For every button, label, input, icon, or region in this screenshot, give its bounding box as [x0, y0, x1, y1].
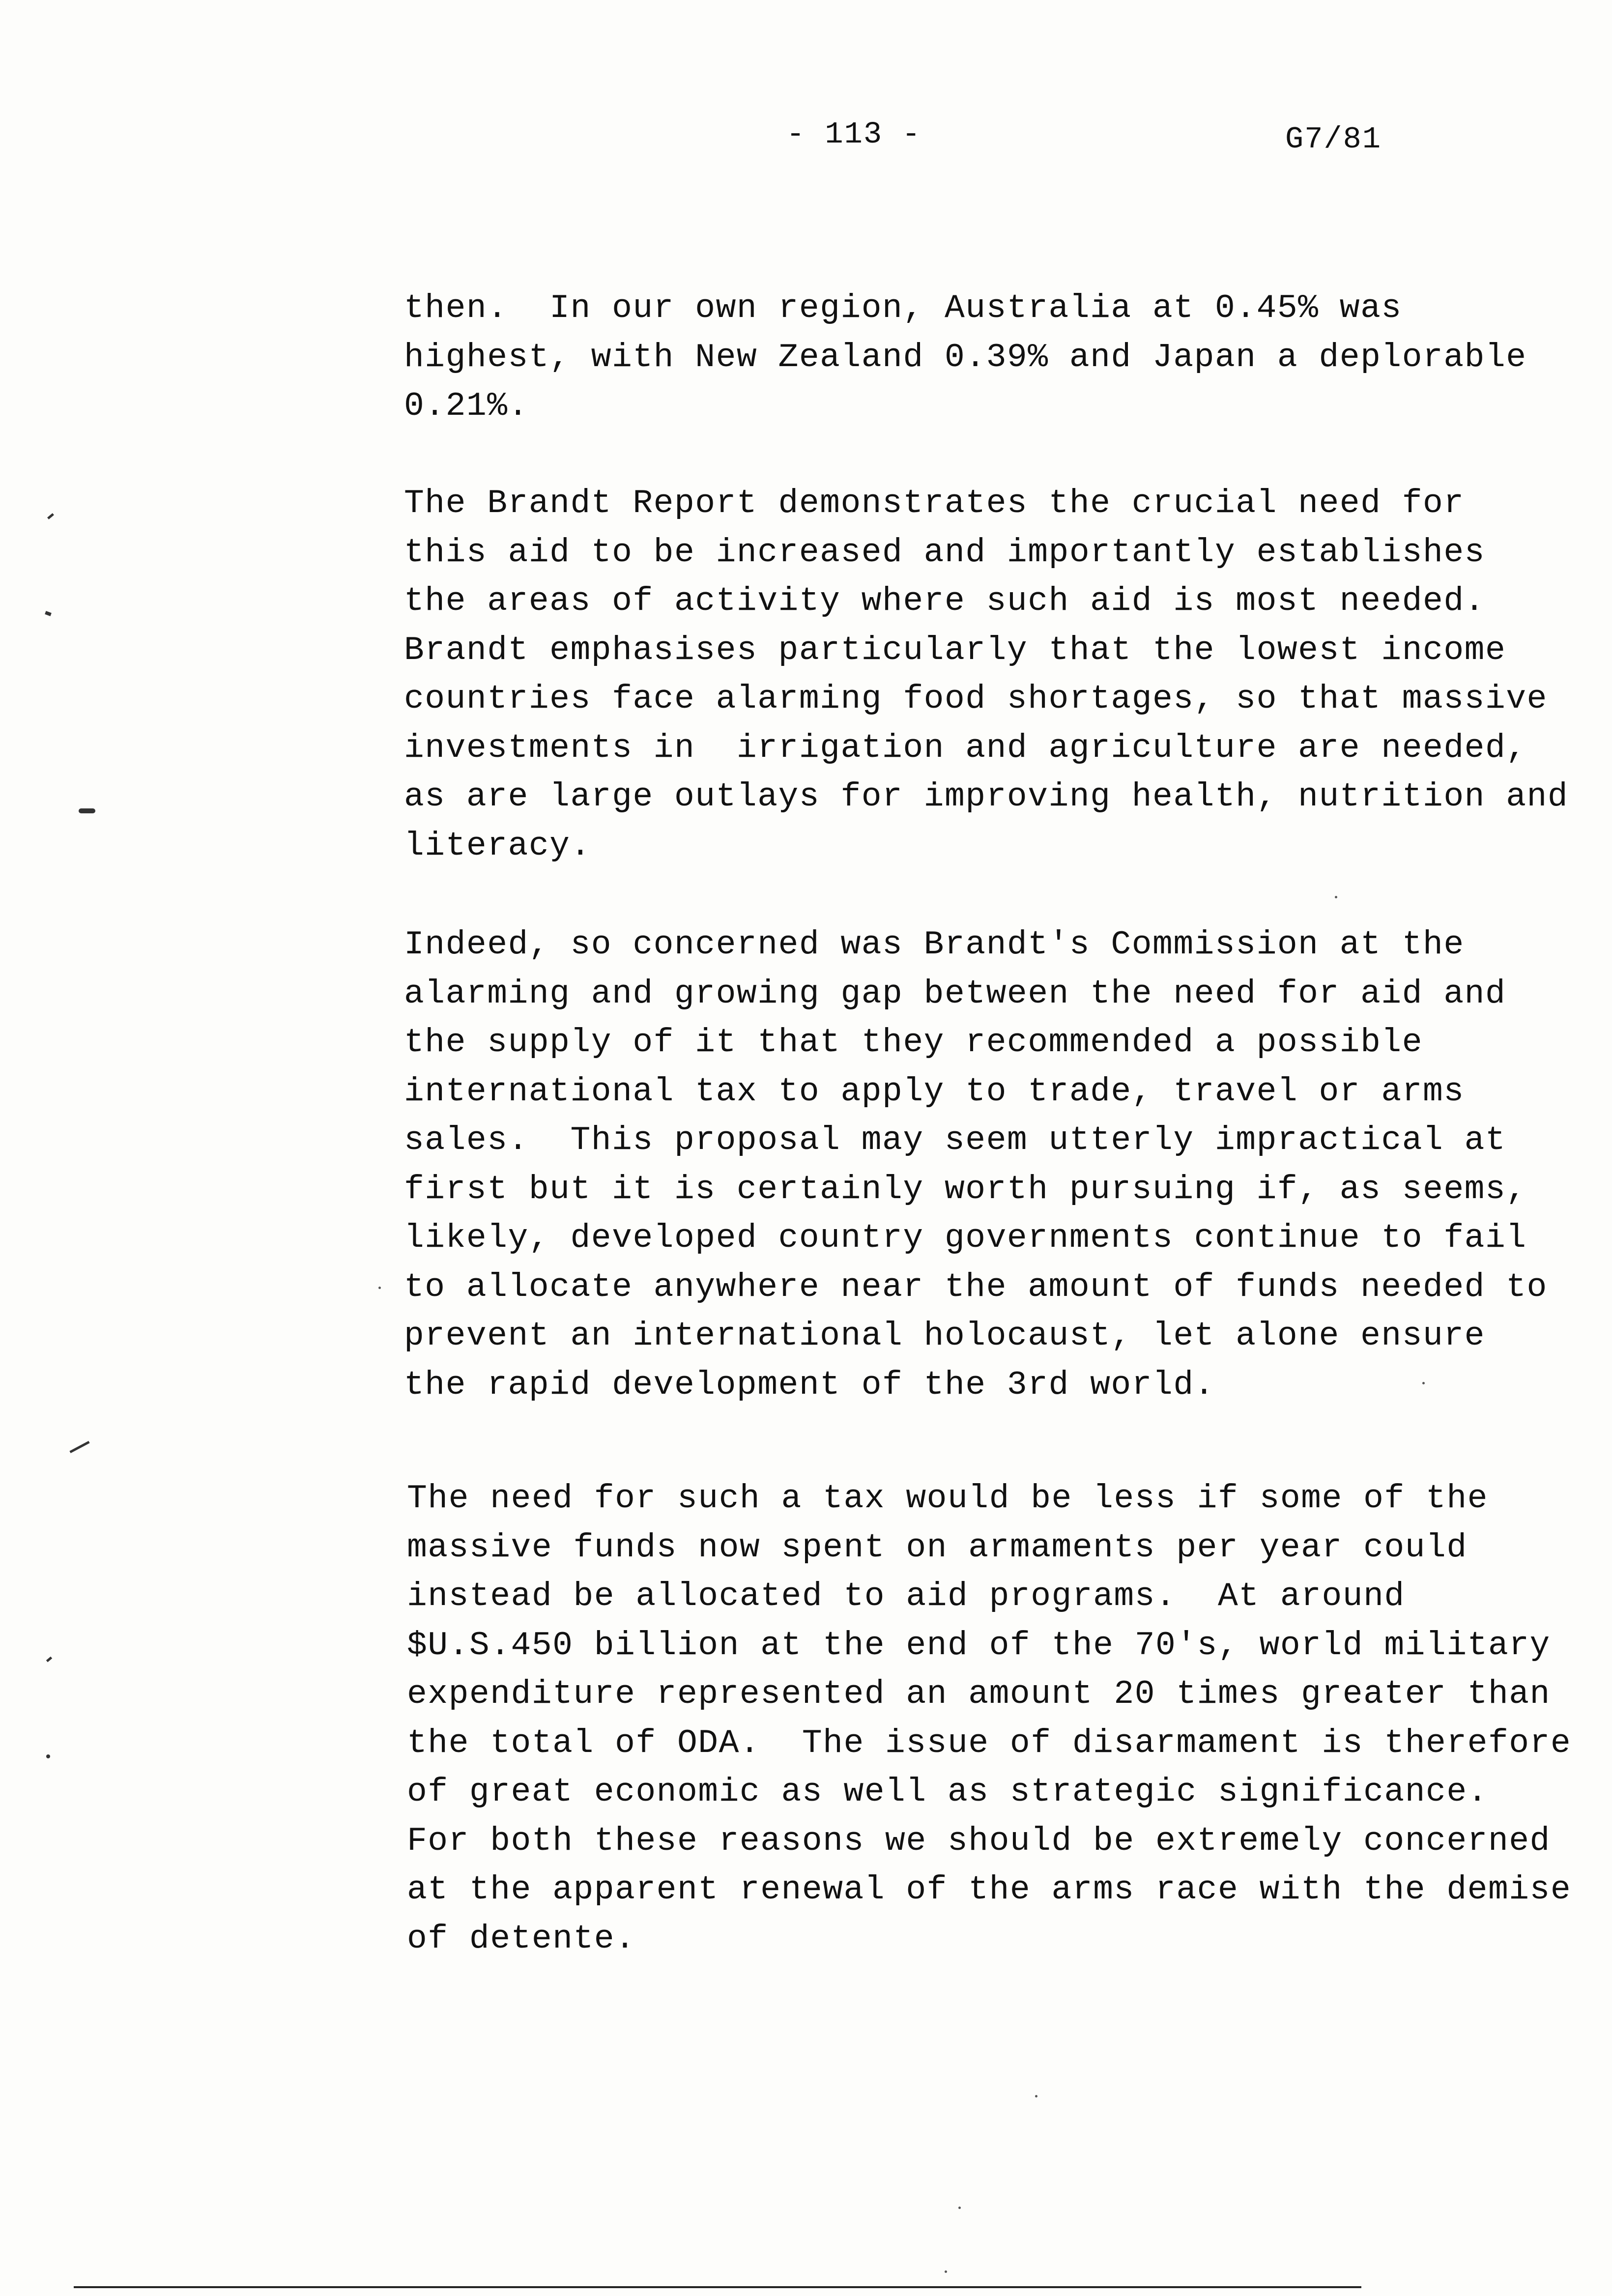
text-line: The Brandt Report demonstrates the crucial need for — [404, 485, 1465, 522]
text-line: alarming and growing gap between the need for aid and — [404, 975, 1506, 1013]
text-line: first but it is certainly worth pursuing if, as seems, — [404, 1170, 1527, 1208]
scan-artifact — [79, 808, 95, 813]
text-line: of great economic as well as strategic significance. — [407, 1773, 1488, 1811]
text-line: highest, with New Zealand 0.39% and Japan a deplorable — [404, 338, 1527, 376]
scan-artifact — [45, 611, 52, 616]
text-line: the areas of activity where such aid is most needed. — [404, 582, 1485, 620]
text-line: at the apparent renewal of the arms race with the demise — [407, 1871, 1572, 1909]
text-line: prevent an international holocaust, let alone ensure — [404, 1317, 1485, 1355]
page-number: - 113 - — [786, 117, 921, 152]
text-line: $U.S.450 billion at the end of the 70's, world military — [407, 1626, 1551, 1665]
paragraph-2 — [404, 479, 1569, 870]
text-line: international tax to apply to trade, travel or arms — [404, 1072, 1465, 1111]
text-line: expenditure represented an amount 20 times greater than — [407, 1675, 1551, 1713]
document-reference: G7/81 — [1285, 122, 1382, 157]
paragraph-1 — [404, 284, 1549, 431]
text-line: literacy. — [404, 827, 591, 865]
text-line: The need for such a tax would be less if some of the — [407, 1480, 1488, 1518]
text-line: of detente. — [407, 1920, 636, 1958]
scan-speck — [1335, 896, 1337, 898]
scan-artifact — [46, 1657, 52, 1663]
paragraph-4 — [407, 1474, 1572, 1963]
scan-speck — [1035, 2095, 1037, 2097]
text-line: the rapid development of the 3rd world. — [404, 1366, 1215, 1404]
text-line: sales. This proposal may seem utterly impractical at — [404, 1121, 1506, 1159]
text-line: this aid to be increased and importantly establishes — [404, 533, 1485, 572]
scan-speck — [1422, 1382, 1425, 1384]
text-line: 0.21%. — [404, 387, 529, 425]
paragraph-3 — [404, 920, 1549, 1409]
text-line: For both these reasons we should be extremely concerned — [407, 1822, 1551, 1860]
text-line: investments in irrigation and agriculture are needed, — [404, 729, 1527, 767]
text-line: to allocate anywhere near the amount of funds needed to — [404, 1268, 1548, 1306]
scan-speck — [945, 2270, 947, 2273]
scan-artifact — [46, 1754, 50, 1758]
scan-artifact — [69, 1441, 89, 1453]
text-line: likely, developed country governments continue to fail — [404, 1219, 1527, 1257]
text-line: countries face alarming food shortages, so that massive — [404, 680, 1548, 718]
scan-artifact — [47, 513, 54, 519]
text-line: the total of ODA. The issue of disarmament is therefore — [407, 1724, 1572, 1762]
text-line: instead be allocated to aid programs. At around — [407, 1578, 1405, 1615]
text-line: Brandt emphasises particularly that the lowest income — [404, 631, 1506, 669]
text-line: as are large outlays for improving health, nutrition and — [404, 778, 1569, 816]
text-line: the supply of it that they recommended a possible — [404, 1024, 1423, 1062]
page-bottom-edge — [74, 2286, 1361, 2288]
text-line: massive funds now spent on armaments per year could — [407, 1528, 1468, 1567]
scan-speck — [958, 2207, 961, 2209]
text-line: Indeed, so concerned was Brandt's Commission at the — [404, 926, 1465, 964]
text-line: then. In our own region, Australia at 0.45% was — [404, 289, 1402, 327]
scan-speck — [378, 1287, 381, 1289]
